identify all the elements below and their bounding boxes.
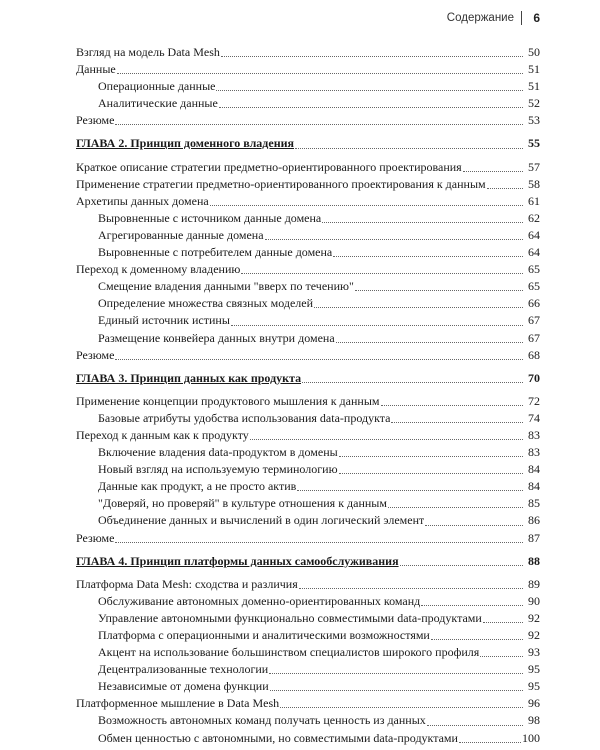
toc-entry[interactable] — [76, 530, 540, 547]
toc-entry-page: 93 — [528, 645, 540, 660]
toc-entry[interactable] — [76, 312, 540, 329]
toc-entry-page: 50 — [528, 45, 540, 59]
toc-entry-page: 62 — [528, 210, 540, 225]
dot-leader — [480, 656, 523, 657]
toc-entry[interactable] — [76, 495, 540, 512]
header-divider — [521, 11, 522, 25]
dot-leader — [265, 239, 523, 240]
toc-entry-title: Краткое описание стратегии предметно-ориентированного проектирования — [76, 159, 462, 174]
toc-entry[interactable] — [76, 410, 540, 427]
toc-entry[interactable] — [76, 678, 540, 695]
toc-entry-title: "Доверяй, но проверяй" в культуре отношения к данным — [98, 496, 387, 511]
toc-entry-title: Децентрализованные технологии — [98, 662, 269, 677]
toc-entry-page: 66 — [528, 296, 540, 311]
dot-leader — [388, 507, 523, 508]
toc-entry-page: 65 — [528, 262, 540, 277]
toc-entry-title: Управление автономными функционально совместимыми data-продуктами — [98, 610, 482, 625]
toc-entry-title: Смещение владения данными "вверх по течению" — [98, 279, 354, 294]
toc-entry-title: Агрегированные данные домена — [98, 227, 264, 242]
dot-leader — [322, 222, 523, 223]
dot-leader — [483, 622, 523, 623]
toc-entry[interactable] — [76, 461, 540, 478]
dot-leader — [339, 456, 523, 457]
toc-entry[interactable] — [76, 227, 540, 244]
dot-leader — [421, 605, 523, 606]
dot-leader — [280, 707, 523, 708]
dot-leader — [427, 725, 523, 726]
dot-leader — [115, 542, 523, 543]
dot-leader — [333, 256, 523, 257]
toc-entry[interactable] — [76, 593, 540, 610]
toc-entry-title: Переход к данным как к продукту — [76, 427, 249, 442]
toc-entry[interactable] — [76, 427, 540, 444]
toc-entry[interactable] — [76, 444, 540, 461]
dot-leader — [115, 359, 523, 360]
toc-entry[interactable] — [76, 627, 540, 644]
toc-entry-title: Аналитические данные — [98, 96, 218, 111]
toc-entry[interactable] — [76, 44, 540, 61]
toc-entry-page: 53 — [528, 113, 540, 128]
toc-entry-page: 64 — [528, 245, 540, 260]
toc-entry-title: Единый источник истины — [98, 313, 230, 328]
toc-entry-page: 98 — [528, 713, 540, 728]
toc-entry-title: Включение владения data-продуктом в домены — [98, 445, 338, 460]
toc-entry-title: ГЛАВА 4. Принцип платформы данных самообслуживания — [76, 553, 399, 568]
dot-leader — [216, 90, 523, 91]
dot-leader — [297, 490, 523, 491]
toc-entry-page: 87 — [528, 530, 540, 545]
toc-entry-title: ГЛАВА 2. Принцип доменного владения — [76, 136, 295, 151]
toc-entry-title: Резюме — [76, 530, 115, 545]
toc-entry-title: Операционные данные — [98, 79, 216, 94]
toc-chapter[interactable] — [76, 553, 540, 570]
dot-leader — [336, 342, 523, 343]
toc-entry-title: Размещение конвейера данных внутри домена — [98, 330, 335, 345]
toc-entry-title: Применение концепции продуктового мышления к данным — [76, 393, 380, 408]
dot-leader — [231, 325, 523, 326]
toc-entry[interactable] — [76, 330, 540, 347]
toc-entry[interactable] — [76, 661, 540, 678]
dot-leader — [431, 639, 523, 640]
dot-leader — [219, 107, 523, 108]
dot-leader — [391, 422, 523, 423]
toc-entry[interactable] — [76, 159, 540, 176]
toc-entry[interactable] — [76, 95, 540, 112]
dot-leader — [487, 188, 523, 189]
toc-entry[interactable] — [76, 712, 540, 729]
toc-entry[interactable] — [76, 576, 540, 593]
toc-entry[interactable] — [76, 478, 540, 495]
toc-entry-title: Определение множества связных моделей — [98, 296, 314, 311]
toc-entry-title: Независимые от домена функции — [98, 679, 269, 694]
dot-leader — [463, 171, 523, 172]
toc-entry-title: Взгляд на модель Data Mesh — [76, 45, 220, 59]
dot-leader — [355, 290, 523, 291]
toc-entry-page: 57 — [528, 159, 540, 174]
toc-entry-page: 52 — [528, 96, 540, 111]
section-title: Содержание — [446, 12, 514, 24]
dot-leader — [270, 690, 523, 691]
toc-entry[interactable] — [76, 193, 540, 210]
toc-entry-title: Выровненные с источником данные домена — [98, 210, 322, 225]
toc-entry[interactable] — [76, 112, 540, 129]
toc-entry-page: 89 — [528, 576, 540, 591]
toc-entry-title: Платформа Data Mesh: сходства и различия — [76, 576, 298, 591]
toc-entry-title: Резюме — [76, 347, 115, 362]
toc-entry[interactable] — [76, 278, 540, 295]
dot-leader — [459, 742, 521, 743]
toc-entry[interactable] — [76, 644, 540, 661]
toc-entry-title: Данные как продукт, а не просто актив — [98, 479, 297, 494]
toc-entry[interactable] — [76, 61, 540, 78]
toc-entry[interactable] — [76, 78, 540, 95]
toc-entry[interactable] — [76, 730, 540, 747]
toc-entry-title: ГЛАВА 3. Принцип данных как продукта — [76, 370, 302, 385]
toc-entry-title: Базовые атрибуты удобства использования data-продукта — [98, 410, 391, 425]
dot-leader — [314, 307, 523, 308]
dot-leader — [339, 473, 523, 474]
table-of-contents — [76, 44, 540, 747]
toc-entry-title: Данные — [76, 62, 116, 77]
toc-entry[interactable] — [76, 295, 540, 312]
toc-entry[interactable] — [76, 393, 540, 410]
toc-entry-title: Акцент на использование большинством специалистов широкого профиля — [98, 645, 480, 660]
toc-entry-page: 92 — [528, 610, 540, 625]
toc-entry[interactable] — [76, 512, 540, 529]
dot-leader — [299, 588, 523, 589]
toc-entry-title: Обслуживание автономных доменно-ориентированных команд — [98, 593, 421, 608]
dot-leader — [250, 439, 523, 440]
dot-leader — [425, 525, 523, 526]
dot-leader — [221, 56, 523, 57]
toc-entry-page: 51 — [528, 79, 540, 94]
dot-leader — [381, 405, 524, 406]
toc-entry-page: 67 — [528, 313, 540, 328]
toc-entry-page: 83 — [528, 427, 540, 442]
toc-entry[interactable] — [76, 610, 540, 627]
toc-entry-page: 96 — [528, 696, 540, 711]
page-header — [0, 0, 600, 40]
toc-entry-page: 58 — [528, 176, 540, 191]
toc-entry-title: Резюме — [76, 113, 115, 128]
toc-entry-page: 67 — [528, 330, 540, 345]
toc-entry-page: 95 — [528, 662, 540, 677]
toc-entry-page: 68 — [528, 347, 540, 362]
toc-entry-page: 100 — [522, 730, 540, 745]
toc-entry[interactable] — [76, 261, 540, 278]
dot-leader — [241, 273, 523, 274]
toc-entry-page: 90 — [528, 593, 540, 608]
toc-entry-page: 84 — [528, 479, 540, 494]
toc-entry-page: 51 — [528, 62, 540, 77]
toc-entry-title: Переход к доменному владению — [76, 262, 241, 277]
toc-entry[interactable] — [76, 347, 540, 364]
dot-leader — [302, 382, 523, 383]
toc-entry[interactable] — [76, 244, 540, 261]
dot-leader — [400, 565, 523, 566]
toc-entry-page: 83 — [528, 445, 540, 460]
toc-entry-page: 85 — [528, 496, 540, 511]
page-number: 6 — [533, 11, 540, 25]
toc-entry-title: Возможность автономных команд получать ценность из данных — [98, 713, 426, 728]
toc-entry-page: 95 — [528, 679, 540, 694]
toc-entry-page: 65 — [528, 279, 540, 294]
toc-entry-title: Платформа с операционными и аналитическими возможностями — [98, 628, 430, 642]
toc-entry-title: Обмен ценностью с автономными, но совместимыми data-продуктами — [98, 730, 458, 745]
toc-entry-title: Архетипы данных домена — [76, 193, 209, 208]
dot-leader — [115, 124, 523, 125]
toc-entry-title: Объединение данных и вычислений в один логический элемент — [98, 513, 425, 528]
toc-entry-page: 86 — [528, 513, 540, 528]
toc-chapter[interactable] — [76, 135, 540, 152]
toc-entry-page: 70 — [528, 370, 540, 385]
dot-leader — [295, 148, 523, 149]
toc-entry-title: Выровненные с потребителем данные домена — [98, 245, 333, 260]
dot-leader — [269, 673, 523, 674]
toc-entry-page: 55 — [528, 136, 540, 151]
toc-entry-page: 84 — [528, 462, 540, 477]
toc-entry-page: 92 — [528, 628, 540, 642]
toc-entry-page: 64 — [528, 227, 540, 242]
toc-entry[interactable] — [76, 176, 540, 193]
toc-entry-page: 72 — [528, 393, 540, 408]
toc-entry-page: 88 — [528, 553, 540, 568]
toc-entry-title: Платформенное мышление в Data Mesh — [76, 696, 280, 711]
toc-entry-title: Новый взгляд на используемую терминологию — [98, 462, 338, 477]
toc-entry[interactable] — [76, 695, 540, 712]
toc-entry-title: Применение стратегии предметно-ориентированного проектирования к данным — [76, 176, 486, 191]
toc-chapter[interactable] — [76, 370, 540, 387]
toc-entry-page: 74 — [528, 410, 540, 425]
dot-leader — [210, 205, 523, 206]
dot-leader — [117, 73, 523, 74]
toc-entry-page: 61 — [528, 193, 540, 208]
toc-entry[interactable] — [76, 210, 540, 227]
